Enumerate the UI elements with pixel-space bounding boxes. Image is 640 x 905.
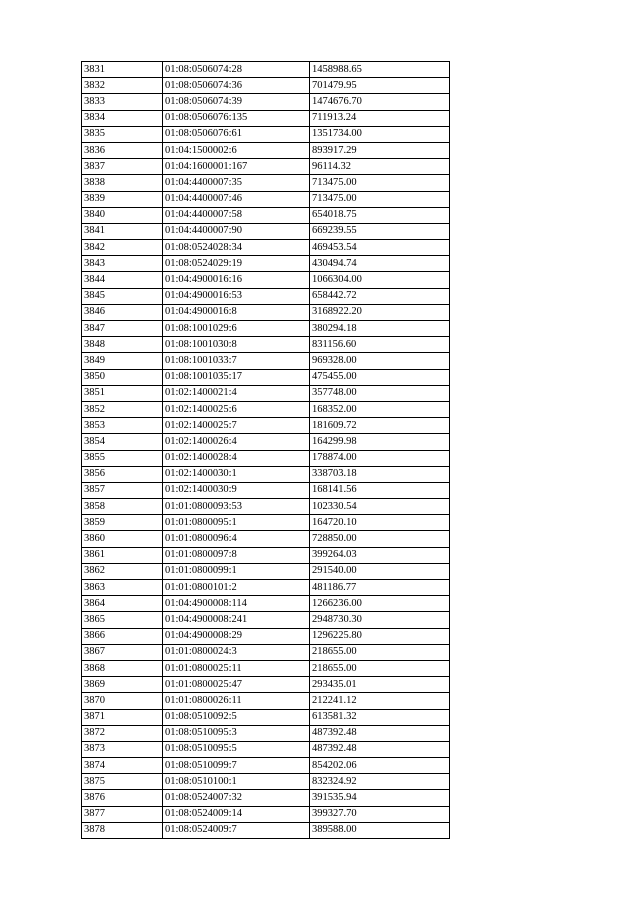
- table-row: [82, 191, 450, 207]
- row-number-cell: 3846: [82, 304, 163, 320]
- cadastral-number-cell: 01:01:0800026:11: [163, 693, 310, 709]
- table-row: [82, 321, 450, 337]
- cadastral-number-cell: 01:08:0506074:39: [163, 94, 310, 110]
- cadastral-number-cell: 01:08:1001030:8: [163, 337, 310, 353]
- cadastral-number-cell: 01:08:0506074:36: [163, 78, 310, 94]
- table-row: [82, 741, 450, 757]
- cadastral-number-cell: 01:01:0800025:11: [163, 660, 310, 676]
- value-cell: 218655.00: [310, 660, 450, 676]
- value-cell: 469453.54: [310, 240, 450, 256]
- row-number-cell: 3834: [82, 110, 163, 126]
- row-number-cell: 3840: [82, 207, 163, 223]
- value-cell: 728850.00: [310, 531, 450, 547]
- table-row: [82, 288, 450, 304]
- table-row: [82, 693, 450, 709]
- value-cell: 831156.60: [310, 337, 450, 353]
- value-cell: 102330.54: [310, 499, 450, 515]
- value-cell: 1351734.00: [310, 126, 450, 142]
- table-row: [82, 207, 450, 223]
- value-cell: 713475.00: [310, 175, 450, 191]
- row-number-cell: 3865: [82, 612, 163, 628]
- cadastral-number-cell: 01:04:4900008:114: [163, 596, 310, 612]
- row-number-cell: 3876: [82, 790, 163, 806]
- cadastral-number-cell: 01:04:4900008:241: [163, 612, 310, 628]
- table-row: [82, 596, 450, 612]
- row-number-cell: 3847: [82, 321, 163, 337]
- row-number-cell: 3845: [82, 288, 163, 304]
- table-row: [82, 450, 450, 466]
- value-cell: 3168922.20: [310, 304, 450, 320]
- table-row: [82, 644, 450, 660]
- table-row: [82, 401, 450, 417]
- table-row: [82, 418, 450, 434]
- cadastral-number-cell: 01:02:1400026:4: [163, 434, 310, 450]
- value-cell: 1066304.00: [310, 272, 450, 288]
- row-number-cell: 3839: [82, 191, 163, 207]
- table-row: [82, 62, 450, 78]
- row-number-cell: 3842: [82, 240, 163, 256]
- table-row: [82, 482, 450, 498]
- cadastral-number-cell: 01:04:1600001:167: [163, 159, 310, 175]
- row-number-cell: 3868: [82, 660, 163, 676]
- value-cell: 338703.18: [310, 466, 450, 482]
- value-cell: 391535.94: [310, 790, 450, 806]
- cadastral-number-cell: 01:04:4400007:35: [163, 175, 310, 191]
- table-row: [82, 256, 450, 272]
- cadastral-number-cell: 01:01:0800097:8: [163, 547, 310, 563]
- row-number-cell: 3858: [82, 499, 163, 515]
- table-row: [82, 563, 450, 579]
- table-row: [82, 628, 450, 644]
- value-cell: 380294.18: [310, 321, 450, 337]
- value-cell: 168352.00: [310, 401, 450, 417]
- cadastral-number-cell: 01:08:1001033:7: [163, 353, 310, 369]
- value-cell: 832324.92: [310, 774, 450, 790]
- cadastral-number-cell: 01:02:1400030:9: [163, 482, 310, 498]
- cadastral-number-cell: 01:01:0800093:53: [163, 499, 310, 515]
- cadastral-number-cell: 01:04:4400007:46: [163, 191, 310, 207]
- table-row: [82, 353, 450, 369]
- cadastral-number-cell: 01:01:0800024:3: [163, 644, 310, 660]
- cadastral-number-cell: 01:08:0510100:1: [163, 774, 310, 790]
- row-number-cell: 3841: [82, 223, 163, 239]
- value-cell: 487392.48: [310, 741, 450, 757]
- value-cell: 291540.00: [310, 563, 450, 579]
- value-cell: 2948730.30: [310, 612, 450, 628]
- value-cell: 1296225.80: [310, 628, 450, 644]
- cadastral-number-cell: 01:04:4400007:90: [163, 223, 310, 239]
- cadastral-number-cell: 01:04:1500002:6: [163, 142, 310, 158]
- row-number-cell: 3848: [82, 337, 163, 353]
- value-cell: 181609.72: [310, 418, 450, 434]
- value-cell: 713475.00: [310, 191, 450, 207]
- row-number-cell: 3838: [82, 175, 163, 191]
- row-number-cell: 3877: [82, 806, 163, 822]
- table-row: [82, 580, 450, 596]
- row-number-cell: 3874: [82, 758, 163, 774]
- cadastral-number-cell: 01:01:0800099:1: [163, 563, 310, 579]
- value-cell: 164299.98: [310, 434, 450, 450]
- cadastral-number-cell: 01:02:1400025:6: [163, 401, 310, 417]
- value-cell: 399327.70: [310, 806, 450, 822]
- table-body: [82, 62, 450, 839]
- row-number-cell: 3872: [82, 725, 163, 741]
- cadastral-number-cell: 01:02:1400025:7: [163, 418, 310, 434]
- table-row: [82, 159, 450, 175]
- table-row: [82, 547, 450, 563]
- cadastral-number-cell: 01:08:0506076:135: [163, 110, 310, 126]
- cadastral-number-cell: 01:01:0800095:1: [163, 515, 310, 531]
- value-cell: 399264.03: [310, 547, 450, 563]
- cadastral-number-cell: 01:04:4400007:58: [163, 207, 310, 223]
- table-row: [82, 223, 450, 239]
- row-number-cell: 3852: [82, 401, 163, 417]
- table-row: [82, 515, 450, 531]
- cadastral-number-cell: 01:01:0800101:2: [163, 580, 310, 596]
- cadastral-number-cell: 01:08:0510095:5: [163, 741, 310, 757]
- table-row: [82, 790, 450, 806]
- table-row: [82, 78, 450, 94]
- table-row: [82, 110, 450, 126]
- cadastral-number-cell: 01:08:0510095:3: [163, 725, 310, 741]
- value-cell: 854202.06: [310, 758, 450, 774]
- table-row: [82, 499, 450, 515]
- row-number-cell: 3850: [82, 369, 163, 385]
- value-cell: 212241.12: [310, 693, 450, 709]
- cadastral-number-cell: 01:08:0524029:19: [163, 256, 310, 272]
- value-cell: 701479.95: [310, 78, 450, 94]
- table-row: [82, 304, 450, 320]
- cadastral-number-cell: 01:08:0510092:5: [163, 709, 310, 725]
- cadastral-number-cell: 01:08:0524009:7: [163, 822, 310, 838]
- row-number-cell: 3851: [82, 385, 163, 401]
- cadastral-number-cell: 01:04:4900016:53: [163, 288, 310, 304]
- cadastral-number-cell: 01:04:4900016:8: [163, 304, 310, 320]
- table-row: [82, 272, 450, 288]
- value-cell: 168141.56: [310, 482, 450, 498]
- value-cell: 893917.29: [310, 142, 450, 158]
- value-cell: 969328.00: [310, 353, 450, 369]
- row-number-cell: 3844: [82, 272, 163, 288]
- row-number-cell: 3866: [82, 628, 163, 644]
- table-row: [82, 434, 450, 450]
- cadastral-number-cell: 01:02:1400030:1: [163, 466, 310, 482]
- value-cell: 1458988.65: [310, 62, 450, 78]
- value-cell: 357748.00: [310, 385, 450, 401]
- table-row: [82, 175, 450, 191]
- cadastral-number-cell: 01:08:0506076:61: [163, 126, 310, 142]
- row-number-cell: 3831: [82, 62, 163, 78]
- row-number-cell: 3863: [82, 580, 163, 596]
- table-row: [82, 709, 450, 725]
- cadastral-number-cell: 01:08:1001029:6: [163, 321, 310, 337]
- value-cell: 218655.00: [310, 644, 450, 660]
- table-row: [82, 725, 450, 741]
- table-row: [82, 385, 450, 401]
- row-number-cell: 3871: [82, 709, 163, 725]
- table-row: [82, 677, 450, 693]
- row-number-cell: 3864: [82, 596, 163, 612]
- row-number-cell: 3873: [82, 741, 163, 757]
- value-cell: 658442.72: [310, 288, 450, 304]
- row-number-cell: 3855: [82, 450, 163, 466]
- row-number-cell: 3860: [82, 531, 163, 547]
- row-number-cell: 3836: [82, 142, 163, 158]
- row-number-cell: 3869: [82, 677, 163, 693]
- value-cell: 293435.01: [310, 677, 450, 693]
- row-number-cell: 3861: [82, 547, 163, 563]
- row-number-cell: 3875: [82, 774, 163, 790]
- value-cell: 475455.00: [310, 369, 450, 385]
- value-cell: 164720.10: [310, 515, 450, 531]
- value-cell: 389588.00: [310, 822, 450, 838]
- table-row: [82, 531, 450, 547]
- table-row: [82, 240, 450, 256]
- row-number-cell: 3853: [82, 418, 163, 434]
- table-row: [82, 466, 450, 482]
- value-cell: 96114.32: [310, 159, 450, 175]
- value-cell: 654018.75: [310, 207, 450, 223]
- cadastral-number-cell: 01:08:0510099:7: [163, 758, 310, 774]
- value-cell: 481186.77: [310, 580, 450, 596]
- row-number-cell: 3837: [82, 159, 163, 175]
- row-number-cell: 3856: [82, 466, 163, 482]
- row-number-cell: 3849: [82, 353, 163, 369]
- row-number-cell: 3843: [82, 256, 163, 272]
- cadastral-number-cell: 01:08:0524028:34: [163, 240, 310, 256]
- row-number-cell: 3859: [82, 515, 163, 531]
- cadastral-number-cell: 01:04:4900008:29: [163, 628, 310, 644]
- table-row: [82, 337, 450, 353]
- table-row: [82, 822, 450, 838]
- cadastral-number-cell: 01:01:0800096:4: [163, 531, 310, 547]
- value-cell: 711913.24: [310, 110, 450, 126]
- value-cell: 1266236.00: [310, 596, 450, 612]
- table-row: [82, 369, 450, 385]
- table-row: [82, 142, 450, 158]
- table-row: [82, 758, 450, 774]
- cadastral-number-cell: 01:02:1400028:4: [163, 450, 310, 466]
- cadastral-number-cell: 01:01:0800025:47: [163, 677, 310, 693]
- row-number-cell: 3835: [82, 126, 163, 142]
- cadastral-number-cell: 01:08:1001035:17: [163, 369, 310, 385]
- table-row: [82, 94, 450, 110]
- value-cell: 178874.00: [310, 450, 450, 466]
- cadastral-number-cell: 01:08:0524007:32: [163, 790, 310, 806]
- cadastral-number-cell: 01:02:1400021:4: [163, 385, 310, 401]
- cadastral-number-cell: 01:04:4900016:16: [163, 272, 310, 288]
- table-row: [82, 774, 450, 790]
- table-row: [82, 126, 450, 142]
- row-number-cell: 3854: [82, 434, 163, 450]
- table-row: [82, 612, 450, 628]
- row-number-cell: 3857: [82, 482, 163, 498]
- row-number-cell: 3832: [82, 78, 163, 94]
- row-number-cell: 3833: [82, 94, 163, 110]
- row-number-cell: 3870: [82, 693, 163, 709]
- value-cell: 669239.55: [310, 223, 450, 239]
- row-number-cell: 3878: [82, 822, 163, 838]
- row-number-cell: 3867: [82, 644, 163, 660]
- value-cell: 1474676.70: [310, 94, 450, 110]
- cadastral-number-cell: 01:08:0524009:14: [163, 806, 310, 822]
- table-row: [82, 806, 450, 822]
- row-number-cell: 3862: [82, 563, 163, 579]
- table-row: [82, 660, 450, 676]
- value-cell: 487392.48: [310, 725, 450, 741]
- value-cell: 613581.32: [310, 709, 450, 725]
- data-table: [81, 61, 450, 839]
- cadastral-number-cell: 01:08:0506074:28: [163, 62, 310, 78]
- value-cell: 430494.74: [310, 256, 450, 272]
